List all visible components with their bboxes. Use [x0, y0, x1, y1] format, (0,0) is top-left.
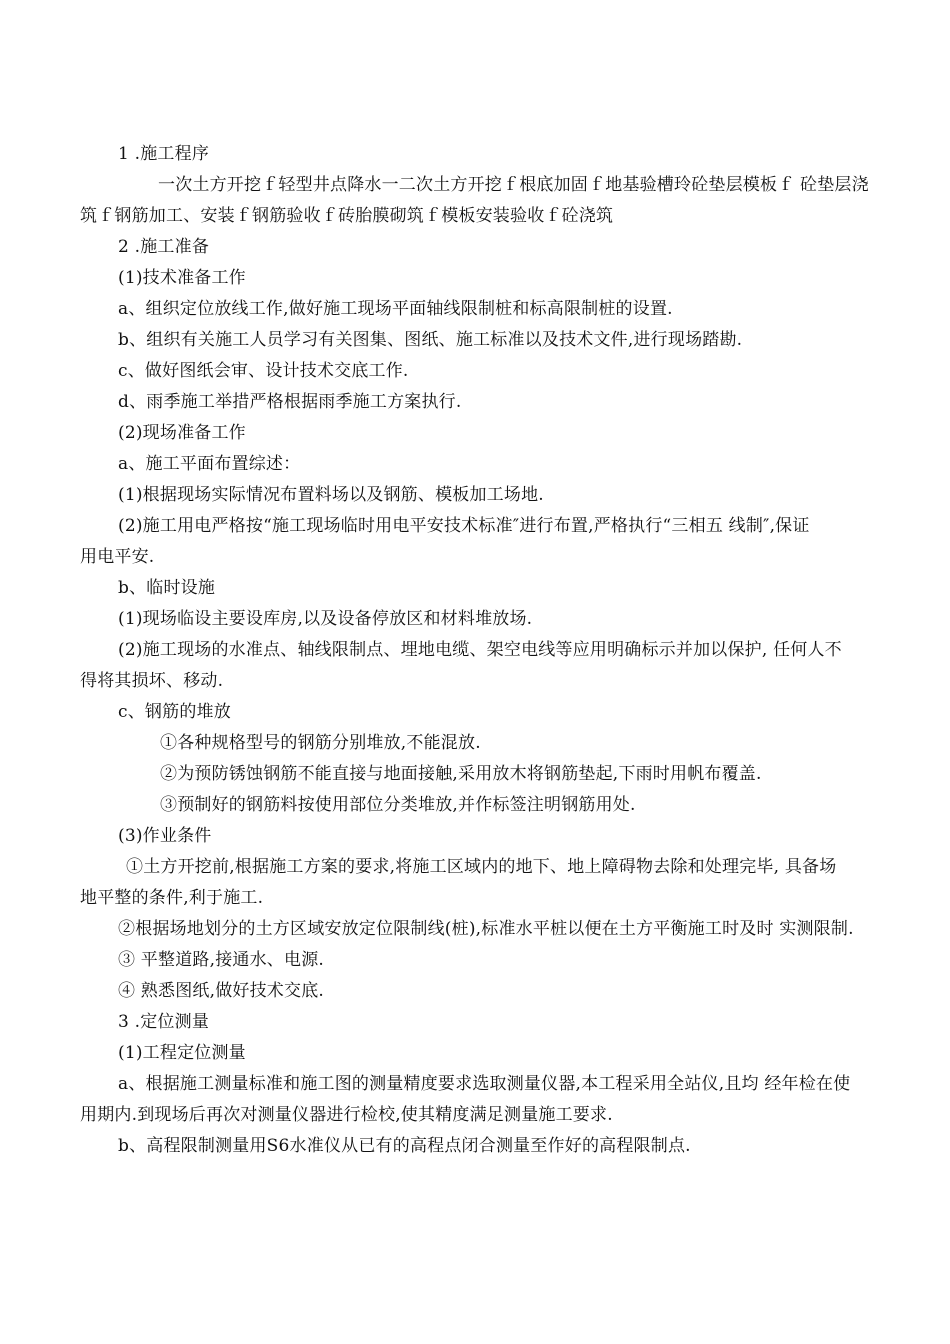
paragraph-line: 地平整的条件,利于施工. — [80, 888, 264, 908]
paragraph-line: d、雨季施工举措严格根据雨季施工方案执行. — [118, 392, 462, 412]
paragraph-line: (2)施工现场的水准点、轴线限制点、埋地电缆、架空电线等应用明确标示并加以保护, 任何人不 — [118, 640, 842, 660]
paragraph-line: a、组织定位放线工作,做好施工现场平面轴线限制桩和标高限制桩的设置. — [118, 299, 673, 319]
list-item: ②根据场地划分的土方区域安放定位限制线(桩),标准水平桩以便在土方平衡施工时及时 实测限制. — [118, 919, 854, 939]
paragraph-line: 筑ｆ钢筋加工、安装ｆ钢筋验收ｆ砖胎膜砌筑ｆ模板安装验收ｆ砼浇筑 — [80, 206, 614, 226]
paragraph-line: (1)现场临设主要设库房,以及设备停放区和材料堆放场. — [118, 609, 533, 629]
list-item: ③预制好的钢筋料按使用部位分类堆放,并作标签注明钢筋用处. — [160, 795, 636, 815]
paragraph-line: 用电平安. — [80, 547, 155, 567]
paragraph-line: c、钢筋的堆放 — [118, 702, 231, 722]
list-item: ①各种规格型号的钢筋分别堆放,不能混放. — [160, 733, 481, 753]
list-item: ③ 平整道路,接通水、电源. — [118, 950, 325, 970]
paragraph-line: 一次土方开挖ｆ轻型井点降水一二次土方开挖ｆ根底加固ｆ地基验槽玲砼垫层模板ｆ 砼垫层浇 — [158, 175, 869, 195]
subheading-technical-prep: (1)技术准备工作 — [118, 268, 246, 288]
paragraph-line: (2)施工用电严格按“施工现场临时用电平安技术标准″进行布置,严格执行“三相五 线制″,保证 — [118, 516, 810, 536]
paragraph-line: (1)根据现场实际情况布置料场以及钢筋、模板加工场地. — [118, 485, 544, 505]
heading-positioning-survey: 3 .定位测量 — [118, 1012, 210, 1032]
paragraph-line: b、组织有关施工人员学习有关图集、图纸、施工标准以及技术文件,进行现场踏勘. — [118, 330, 743, 350]
heading-construction-preparation: 2 .施工准备 — [118, 237, 210, 257]
list-item: ②为预防锈蚀钢筋不能直接与地面接触,采用放木将钢筋垫起,下雨时用帆布覆盖. — [160, 764, 762, 784]
paragraph-line: a、施工平面布置综述： — [118, 454, 301, 474]
paragraph-line: c、做好图纸会审、设计技术交底工作. — [118, 361, 409, 381]
list-item: ①土方开挖前,根据施工方案的要求,将施工区域内的地下、地上障碍物去除和处理完毕, 具备场 — [126, 857, 837, 877]
paragraph-line: 用期内.到现场后再次对测量仪器进行检校,使其精度满足测量施工要求. — [80, 1105, 613, 1125]
subheading-engineering-positioning: (1)工程定位测量 — [118, 1043, 246, 1063]
heading-construction-procedure: 1 .施工程序 — [118, 144, 210, 164]
paragraph-line: a、根据施工测量标准和施工图的测量精度要求选取测量仪器,本工程采用全站仪,且均 经年检在使 — [118, 1074, 851, 1094]
subheading-site-prep: (2)现场准备工作 — [118, 423, 246, 443]
list-item: ④ 熟悉图纸,做好技术交底. — [118, 981, 325, 1001]
paragraph-line: 得将其损坏、移动. — [80, 671, 224, 691]
subheading-work-conditions: (3)作业条件 — [118, 826, 212, 846]
paragraph-line: b、高程限制测量用S6水准仪从已有的高程点闭合测量至作好的高程限制点. — [118, 1136, 691, 1156]
paragraph-line: b、临时设施 — [118, 578, 216, 598]
